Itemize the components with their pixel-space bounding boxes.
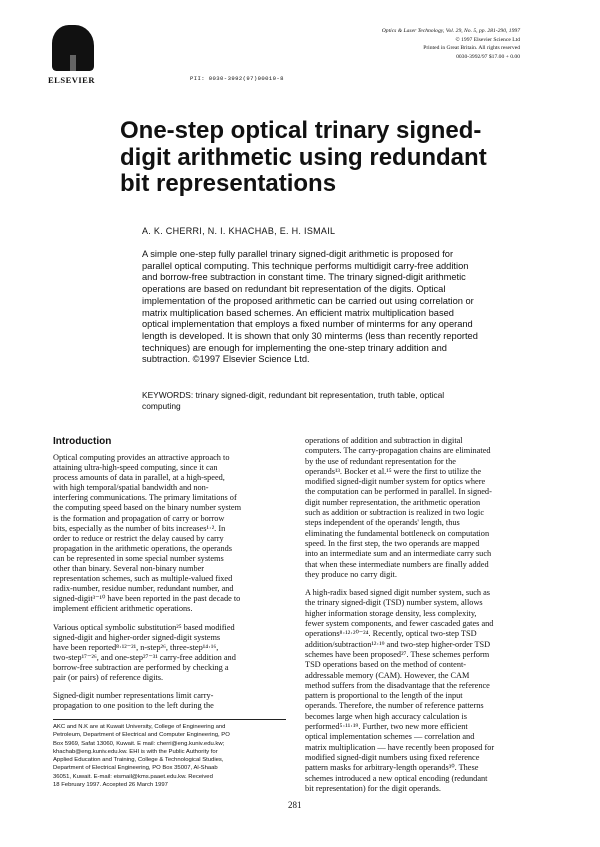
paragraph <box>305 436 525 580</box>
text-line: order to reduce or restrict the delay caused by carry <box>53 533 224 543</box>
text-line: operations of addition and subtraction in digital <box>305 436 463 445</box>
abstract-line: length is developed. It is shown that only 30 minterms (less than recently reported <box>142 330 478 341</box>
section-heading: Introduction <box>53 436 112 447</box>
text-line: higher information storage density, less complexity, <box>305 608 477 618</box>
text-line: steps independent of the operands' length, thus <box>305 518 460 528</box>
abstract-line: matrix multiplication based schemes. An efficient matrix multiplication based <box>142 307 454 318</box>
text-line: radix-number, residue number, redundant number, and <box>53 584 234 594</box>
text-line: becomes large when high accuracy calculation is <box>305 711 468 721</box>
text-line: attaining ultra-high-speed computing, since it can <box>53 463 218 473</box>
text-line: interfering communications. The primary limitations of <box>53 493 237 503</box>
text-line: have been reported⁸·¹²⁻²¹, n-step²⁶, three-step¹⁴·¹⁶, <box>53 642 219 652</box>
text-line: method suffers from the disadvantage that the reference <box>305 680 490 690</box>
footnote-line: 18 February 1997. Accepted 26 March 1997 <box>53 782 168 789</box>
text-line: addition/subtraction¹²·¹⁹ and two-step higher-order TSD <box>305 639 491 649</box>
footnote-line: Petroleum, Department of Electrical and Computer Engineering, PO <box>53 732 230 739</box>
text-line: Signed-digit number representations limit carry- <box>53 691 214 701</box>
text-line: computers. The carry-propagation chains are eliminated <box>305 446 491 456</box>
text-line: is the formation and propagation of carry or borrow <box>53 513 225 523</box>
abstract-line: optical implementation that employs a fixed number of minterms for any operand <box>142 319 473 330</box>
text-line: by the use of redundant representation for the <box>305 456 456 466</box>
author-affiliation-footnote <box>53 723 230 789</box>
paragraph-gap <box>305 580 525 588</box>
text-line: bit representation) for the digit operands. <box>305 783 441 793</box>
abstract-line: operations are based on redundant bit representation of the digits. Optical <box>142 284 446 295</box>
paragraph <box>53 623 288 684</box>
text-line: bits, especially as the number of bits increases¹·². In <box>53 523 226 533</box>
abstract-line: implementation of the proposed arithmetic can be carried out using correlation or <box>142 295 474 306</box>
paragraph-gap <box>53 615 288 623</box>
text-line: performed⁵·¹¹·¹⁹. Further, two new more efficient <box>305 722 468 732</box>
text-line: the computing speed based on the binary number system <box>53 503 242 513</box>
text-line: two-step¹⁷⁻²⁶, and one-step²⁷⁻³¹ carry-free addition and <box>53 652 236 662</box>
pii: PII: 0030-3992(97)00010-8 <box>190 75 284 82</box>
text-line: A high-radix based signed digit number system, such as <box>305 588 491 598</box>
text-line: the computation can be performed in parallel. In signed- <box>305 487 492 497</box>
text-line: fewer system components, and fewer cascaded gates and <box>305 619 494 629</box>
text-line: optical implementation schemes — correlation and <box>305 732 475 742</box>
abstract-line: techniques) are enough for implementing the one-step trinary addition and <box>142 342 447 353</box>
paragraph <box>305 588 525 794</box>
text-line: matrix multiplication — have recently been proposed for <box>305 742 495 752</box>
text-line: schemes have been proposed²⁷. These schemes perform <box>305 649 490 659</box>
abstract-line: subtraction. ©1997 Elsevier Science Ltd. <box>142 354 310 365</box>
text-line: implement efficient arithmetic operations. <box>53 604 193 614</box>
authors: A. K. CHERRI, N. I. KHACHAB, E. H. ISMAIL <box>142 226 336 236</box>
text-line: other than binary. Several non-binary number <box>53 564 205 574</box>
keywords-line: computing <box>142 400 181 411</box>
issn-price: 0030-3992/97 $17.00 + 0.00 <box>456 54 520 61</box>
journal-info <box>382 27 520 62</box>
text-line: process amounts of data in parallel, at a high-speed, <box>53 473 225 483</box>
text-line: pattern masks for arbitrary-length operands³⁰. These <box>305 763 479 773</box>
keywords <box>142 390 444 411</box>
text-line: pattern is proportional to the length of the input <box>305 691 463 701</box>
tree-logo-icon <box>52 25 94 71</box>
text-line: modified signed-digit number system for optics where <box>305 477 486 487</box>
text-line: Various optical symbolic substitution²⁵ based modified <box>53 622 235 632</box>
title-line: bit representations <box>120 170 337 197</box>
text-line: they produce no carry digit. <box>305 569 397 579</box>
text-line: such as addition or subtraction is realized in two logic <box>305 508 485 518</box>
text-line: propagation to one position to the left during the <box>53 701 214 711</box>
text-line: schemes introduced a new optical encoding (redundant <box>305 773 488 783</box>
footnote-line: 36051, Kuwait. E-mail: eismail@kms.paaet.edu.kw. Received <box>53 773 213 780</box>
text-line: TSD operations based on the method of content- <box>305 660 467 670</box>
text-line: operands. Therefore, the number of reference patterns <box>305 701 484 711</box>
left-column <box>53 453 288 711</box>
text-line: modified signed-digit numbers using fixed reference <box>305 752 480 762</box>
printed-in: Printed in Great Britain. All rights reserved <box>423 45 520 52</box>
footnote-line: Department of Electrical Engineering, PO Box 35007, Al-Shaab <box>53 765 218 772</box>
paper-title <box>120 118 487 198</box>
text-line: digit number representation, the arithmetic operation <box>305 497 481 507</box>
text-line: representation schemes, such as multiple-valued fixed <box>53 574 233 584</box>
text-line: Optical computing provides an attractive approach to <box>53 453 230 462</box>
text-line: eliminating the fundamental bottleneck on computation <box>305 528 490 538</box>
text-line: addressable memory (CAM). However, the CAM <box>305 670 470 680</box>
text-line: speed. In the first step, the two operands are mapped <box>305 538 480 548</box>
abstract-line: and borrow-free subtraction in constant time. The trinary signed-digit arithmetic <box>142 272 466 283</box>
text-line: borrow-free subtraction are performed by checking a <box>53 662 229 672</box>
text-line: can be represented in some special number systems <box>53 553 224 563</box>
copyright: © 1997 Elsevier Science Ltd <box>455 36 520 43</box>
paragraph <box>53 691 288 711</box>
text-line: into an intermediate sum and an intermediate carry such <box>305 549 492 559</box>
text-line: pair (or pairs) of reference digits. <box>53 672 164 682</box>
page-number: 281 <box>288 800 302 810</box>
text-line: signed-digit and higher-order signed-digit systems <box>53 632 221 642</box>
abstract-line: A simple one-step fully parallel trinary signed-digit arithmetic is proposed for <box>142 249 454 259</box>
text-line: that when these intermediate numbers are finally added <box>305 559 489 569</box>
keywords-line: KEYWORDS: trinary signed-digit, redundant bit representation, truth table, optical <box>142 390 445 400</box>
footnote-line: Applied Education and Training, College & Technological Studies, <box>53 757 224 764</box>
text-line: propagation in the arithmetic operations, the operands <box>53 543 233 553</box>
title-line: One-step optical trinary signed- <box>120 117 482 144</box>
right-column <box>305 436 525 794</box>
footnote-line: khachab@eng.kuniv.edu.kw. EHI is with the Public Authority for <box>53 748 218 755</box>
footnote-line: AKC and N.K are at Kuwait University, College of Engineering and <box>53 724 226 730</box>
abstract-line: parallel optical computing. This technique performs multidigit carry-free addition <box>142 260 469 271</box>
text-line: with high temporal/spatial bandwidth and non- <box>53 483 209 493</box>
elsevier-logo <box>48 25 98 85</box>
title-line: digit arithmetic using redundant <box>120 143 487 171</box>
text-line: signed-digit³⁻¹⁰ have been reported in the past decade to <box>53 594 241 604</box>
text-line: operations⁸·¹²·²⁰⁻²⁴. Recently, optical two-step TSD <box>305 629 477 639</box>
text-line: operands¹³. Bocker et al.¹⁵ were the first to utilize the <box>305 466 482 476</box>
publisher-name: ELSEVIER <box>48 75 95 85</box>
journal-citation: Optics & Laser Technology, Vol. 29, No. 5, pp. 281-290, 1997 <box>381 28 520 34</box>
paragraph-gap <box>53 683 288 691</box>
footnote-line: Box 5969, Safat 13060, Kuwait. E mail: cherri@eng.kuniv.edu.kw; <box>53 740 225 747</box>
abstract <box>142 249 512 366</box>
footnote-divider <box>53 719 286 720</box>
paragraph <box>53 453 288 615</box>
text-line: the trinary signed-digit (TSD) number system, allows <box>305 598 483 608</box>
